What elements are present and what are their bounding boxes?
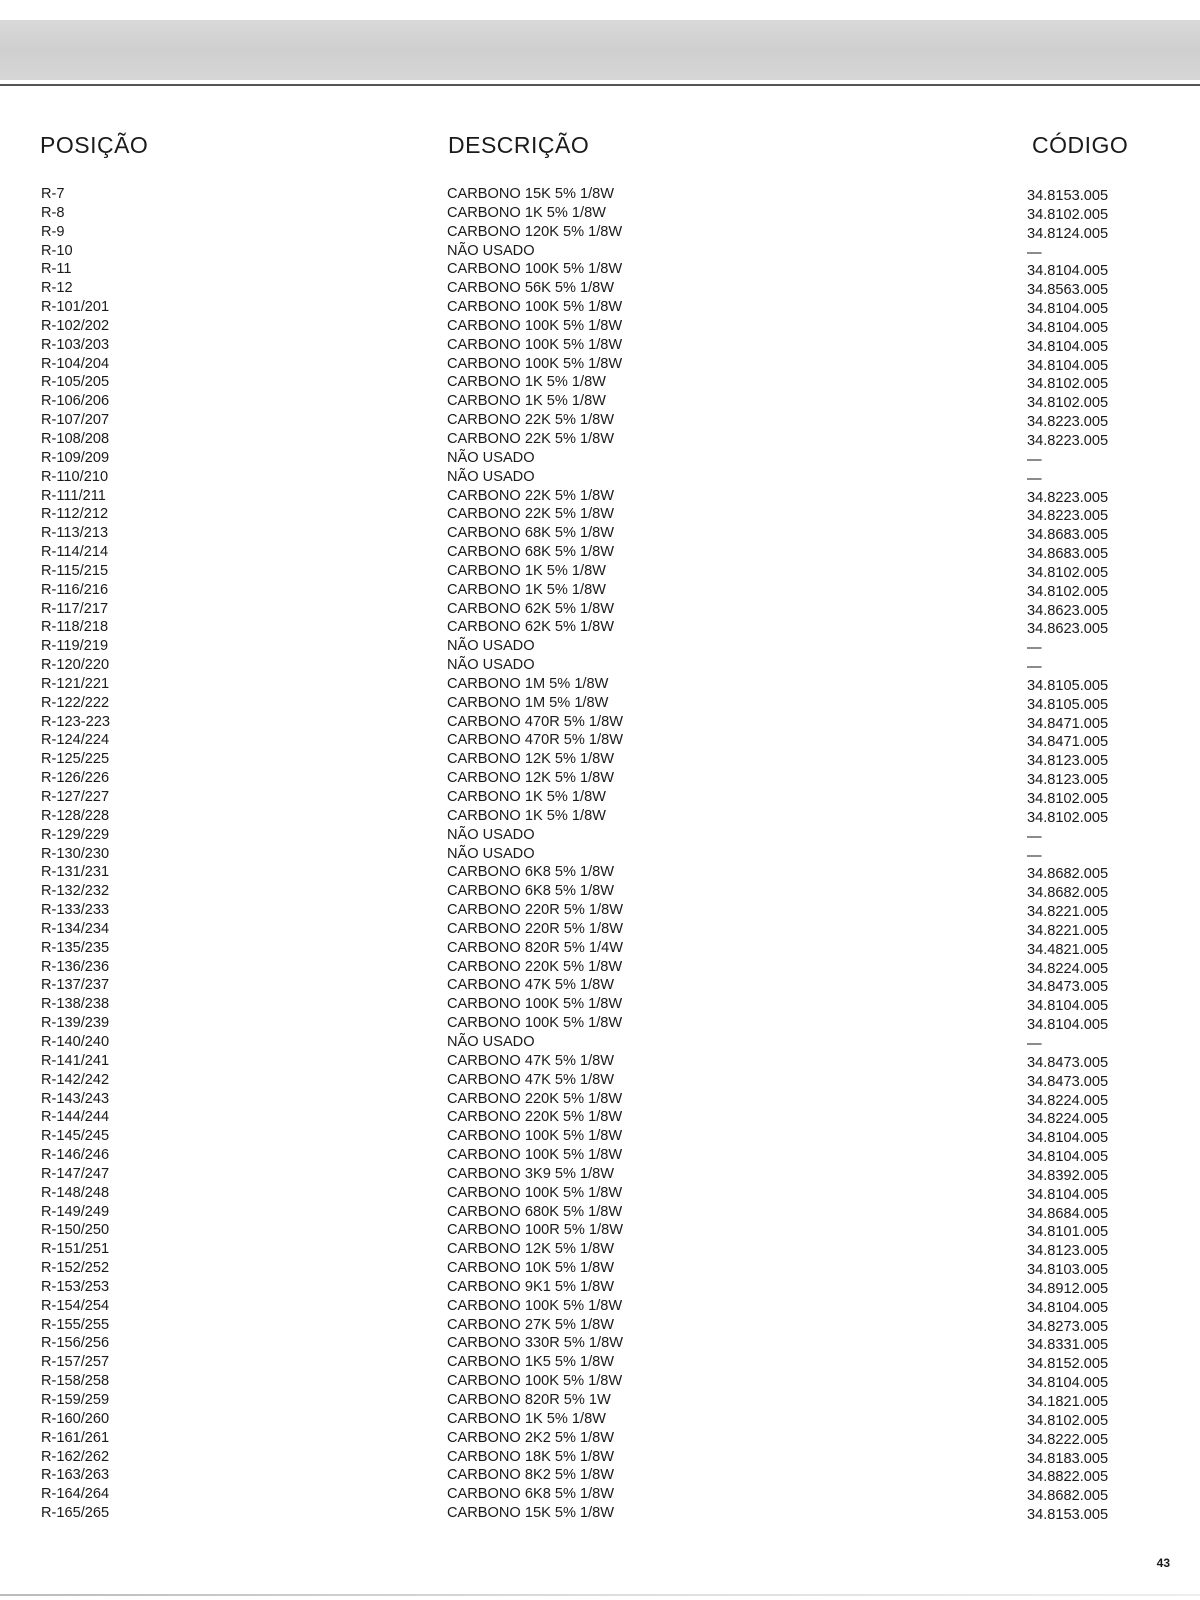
code-cell: 34.8105.005 [1027, 677, 1109, 694]
position-cell: R-143/243 [41, 1090, 110, 1107]
position-cell: R-10 [41, 242, 73, 259]
position-cell: R-124/224 [41, 732, 110, 749]
code-cell: 34.8392.005 [1027, 1167, 1109, 1184]
position-cell: R-139/239 [41, 1015, 110, 1032]
table-row [0, 976, 1200, 995]
code-cell: 34.8104.005 [1027, 1017, 1109, 1034]
position-cell: R-156/256 [41, 1335, 110, 1352]
position-cell: R-107/207 [41, 412, 110, 429]
position-cell: R-122/222 [41, 694, 110, 711]
description-cell: CARBONO 22K 5% 1/8W [447, 430, 615, 447]
description-cell: CARBONO 6K8 5% 1/8W [447, 864, 615, 881]
code-cell: 34.8682.005 [1027, 885, 1109, 902]
position-cell: R-133/233 [41, 902, 110, 919]
footer-rule [0, 1594, 1200, 1596]
description-cell: CARBONO 100K 5% 1/8W [447, 1297, 623, 1314]
position-cell: R-105/205 [41, 374, 110, 391]
description-cell: CARBONO 100K 5% 1/8W [447, 1373, 623, 1390]
position-cell: R-11 [41, 261, 72, 278]
table-row [0, 675, 1200, 694]
table-row [0, 1240, 1200, 1259]
code-cell: 34.8123.005 [1027, 772, 1109, 789]
table-row [0, 449, 1200, 468]
description-cell: NÃO USADO [447, 449, 535, 466]
code-cell: 34.8102.005 [1027, 564, 1109, 581]
table-row [0, 1297, 1200, 1316]
position-cell: R-141/241 [41, 1052, 110, 1069]
table-row [0, 581, 1200, 600]
code-cell: 34.8102.005 [1027, 395, 1109, 412]
table-row [0, 524, 1200, 543]
column-header-position: POSIÇÃO [40, 132, 149, 158]
column-header-description: DESCRIÇÃO [448, 132, 590, 158]
table-row [0, 1203, 1200, 1222]
position-cell: R-109/209 [41, 449, 110, 466]
code-cell: — [1027, 244, 1042, 261]
description-cell: CARBONO 220K 5% 1/8W [447, 1090, 623, 1107]
description-cell: CARBONO 47K 5% 1/8W [447, 1052, 615, 1069]
table-row [0, 901, 1200, 920]
table-row [0, 1033, 1200, 1052]
table-row [0, 1221, 1200, 1240]
table-row [0, 807, 1200, 826]
code-cell: 34.8104.005 [1027, 338, 1109, 355]
table-row [0, 1429, 1200, 1448]
position-cell: R-106/206 [41, 393, 110, 410]
code-cell: 34.8123.005 [1027, 1243, 1109, 1260]
code-cell: 34.8102.005 [1027, 206, 1109, 223]
code-cell: 34.8224.005 [1027, 960, 1109, 977]
description-cell: CARBONO 8K2 5% 1/8W [447, 1467, 615, 1484]
position-cell: R-151/251 [41, 1241, 110, 1258]
position-cell: R-159/259 [41, 1392, 110, 1408]
description-cell: CARBONO 220R 5% 1/8W [447, 920, 623, 937]
table-row [0, 1071, 1200, 1090]
description-cell: CARBONO 1M 5% 1/8W [447, 675, 609, 692]
table-row [0, 336, 1200, 355]
description-cell: CARBONO 1M 5% 1/8W [447, 694, 609, 711]
page-number: 43 [1156, 1556, 1170, 1570]
code-cell: — [1027, 640, 1042, 657]
table-row [0, 995, 1200, 1014]
code-cell: 34.8104.005 [1027, 301, 1109, 318]
table-row [0, 939, 1200, 958]
position-cell: R-163/263 [41, 1467, 110, 1484]
description-cell: CARBONO 15K 5% 1/8W [447, 186, 615, 202]
table-row [0, 1391, 1200, 1410]
description-cell: CARBONO 68K 5% 1/8W [447, 525, 615, 542]
table-row [0, 242, 1200, 261]
table-row [0, 920, 1200, 939]
table-row [0, 958, 1200, 977]
table-row [0, 863, 1200, 882]
position-cell: R-111/211 [41, 487, 106, 504]
table-row [0, 1146, 1200, 1165]
description-cell: CARBONO 62K 5% 1/8W [447, 600, 615, 617]
table-row [0, 505, 1200, 524]
table-row [0, 1316, 1200, 1335]
description-cell: CARBONO 680K 5% 1/8W [447, 1203, 623, 1220]
position-cell: R-9 [41, 223, 65, 240]
description-cell: CARBONO 9K1 5% 1/8W [447, 1278, 615, 1295]
code-cell: — [1027, 1035, 1042, 1052]
code-cell: 34.8104.005 [1027, 263, 1109, 280]
description-cell: CARBONO 100K 5% 1/8W [447, 1184, 623, 1201]
position-cell: R-150/250 [41, 1222, 110, 1239]
code-cell: 34.8152.005 [1027, 1356, 1109, 1373]
description-cell: CARBONO 1K 5% 1/8W [447, 393, 606, 410]
position-cell: R-134/234 [41, 920, 110, 937]
position-cell: R-103/203 [41, 336, 110, 353]
table-row [0, 1372, 1200, 1391]
description-cell: CARBONO 100R 5% 1/8W [447, 1222, 623, 1239]
description-cell: CARBONO 27K 5% 1/8W [447, 1316, 615, 1333]
table-row [0, 204, 1200, 223]
code-cell: 34.8682.005 [1027, 1488, 1109, 1505]
position-cell: R-119/219 [41, 638, 109, 655]
description-cell: CARBONO 100K 5% 1/8W [447, 317, 623, 334]
position-cell: R-161/261 [41, 1429, 110, 1446]
position-cell: R-145/245 [41, 1128, 110, 1145]
description-cell: CARBONO 47K 5% 1/8W [447, 1071, 615, 1088]
code-cell: 34.8331.005 [1027, 1337, 1109, 1354]
code-cell: 34.8684.005 [1027, 1205, 1109, 1222]
table-row [0, 543, 1200, 562]
description-cell: CARBONO 22K 5% 1/8W [447, 412, 615, 429]
code-cell: 34.8221.005 [1027, 922, 1109, 939]
header-band [0, 20, 1200, 80]
code-cell: 34.8222.005 [1027, 1431, 1109, 1448]
description-cell: CARBONO 1K 5% 1/8W [447, 374, 606, 391]
position-cell: R-144/244 [41, 1109, 110, 1126]
position-cell: R-164/264 [41, 1486, 110, 1503]
code-cell: 34.8104.005 [1027, 357, 1109, 374]
code-cell: 34.8473.005 [1027, 979, 1109, 996]
code-cell: 34.8102.005 [1027, 1412, 1109, 1429]
table-row [0, 882, 1200, 901]
code-cell: 34.8473.005 [1027, 1054, 1109, 1071]
code-cell: — [1027, 451, 1042, 468]
description-cell: NÃO USADO [447, 826, 535, 843]
description-cell: CARBONO 15K 5% 1/8W [447, 1505, 615, 1522]
table-row [0, 430, 1200, 449]
position-cell: R-131/231 [41, 864, 110, 881]
description-cell: CARBONO 1K 5% 1/8W [447, 562, 606, 579]
description-cell: CARBONO 220K 5% 1/8W [447, 958, 623, 975]
description-cell: CARBONO 100K 5% 1/8W [447, 299, 623, 316]
description-cell: CARBONO 12K 5% 1/8W [447, 751, 615, 768]
table-row [0, 694, 1200, 713]
table-row [0, 468, 1200, 487]
code-cell: — [1027, 828, 1042, 845]
position-cell: R-12 [41, 280, 73, 297]
position-cell: R-130/230 [41, 845, 110, 862]
code-cell: 34.8153.005 [1027, 188, 1109, 204]
table-row [0, 713, 1200, 732]
code-cell: 34.8104.005 [1027, 1186, 1109, 1203]
description-cell: CARBONO 12K 5% 1/8W [447, 1241, 615, 1258]
code-cell: 34.8123.005 [1027, 753, 1109, 770]
position-cell: R-116/216 [41, 581, 109, 598]
position-cell: R-158/258 [41, 1373, 110, 1390]
position-cell: R-102/202 [41, 317, 110, 334]
table-row [0, 845, 1200, 864]
position-cell: R-120/220 [41, 657, 110, 674]
position-cell: R-136/236 [41, 958, 110, 975]
position-cell: R-153/253 [41, 1278, 110, 1295]
position-cell: R-108/208 [41, 430, 110, 447]
description-cell: CARBONO 100K 5% 1/8W [447, 261, 623, 278]
description-cell: CARBONO 330R 5% 1/8W [447, 1335, 623, 1352]
code-cell: — [1027, 847, 1042, 864]
table-row [0, 260, 1200, 279]
description-cell: CARBONO 100K 5% 1/8W [447, 996, 623, 1013]
description-cell: CARBONO 100K 5% 1/8W [447, 1128, 623, 1145]
table-row [0, 656, 1200, 675]
code-cell: 34.8223.005 [1027, 489, 1109, 506]
position-cell: R-8 [41, 204, 65, 221]
position-cell: R-165/265 [41, 1505, 110, 1522]
code-cell: 34.8471.005 [1027, 715, 1109, 732]
position-cell: R-155/255 [41, 1316, 110, 1333]
position-cell: R-149/249 [41, 1203, 110, 1220]
code-cell: 34.8104.005 [1027, 1299, 1109, 1316]
description-cell: NÃO USADO [447, 242, 535, 259]
description-cell: CARBONO 10K 5% 1/8W [447, 1260, 615, 1277]
parts-table [0, 185, 1200, 1523]
position-cell: R-117/217 [41, 600, 109, 617]
description-cell: CARBONO 1K 5% 1/8W [447, 581, 606, 598]
table-row [0, 1014, 1200, 1033]
code-cell: 34.8103.005 [1027, 1262, 1109, 1279]
code-cell: 34.8104.005 [1027, 1375, 1109, 1392]
table-row [0, 1259, 1200, 1278]
table-row [0, 1466, 1200, 1485]
code-cell: 34.8471.005 [1027, 734, 1109, 751]
position-cell: R-118/218 [41, 619, 109, 636]
description-cell: CARBONO 100K 5% 1/8W [447, 336, 623, 353]
description-cell: CARBONO 6K8 5% 1/8W [447, 883, 615, 900]
code-cell: 34.4821.005 [1027, 941, 1109, 958]
table-row [0, 600, 1200, 619]
code-cell: 34.8102.005 [1027, 809, 1109, 826]
table-row [0, 411, 1200, 430]
code-cell: 34.8623.005 [1027, 602, 1109, 619]
description-cell: CARBONO 56K 5% 1/8W [447, 280, 615, 297]
position-cell: R-104/204 [41, 355, 110, 372]
position-cell: R-140/240 [41, 1033, 110, 1050]
code-cell: 34.8105.005 [1027, 696, 1109, 713]
code-cell: 34.8153.005 [1027, 1507, 1109, 1524]
description-cell: NÃO USADO [447, 1033, 535, 1050]
code-cell: — [1027, 470, 1042, 487]
position-cell: R-154/254 [41, 1297, 110, 1314]
description-cell: CARBONO 68K 5% 1/8W [447, 544, 615, 561]
position-cell: R-126/226 [41, 770, 110, 787]
table-row [0, 1165, 1200, 1184]
position-cell: R-129/229 [41, 826, 110, 843]
table-row [0, 392, 1200, 411]
position-cell: R-152/252 [41, 1260, 110, 1277]
code-cell: 34.8912.005 [1027, 1280, 1109, 1297]
description-cell: NÃO USADO [447, 845, 535, 862]
table-row [0, 788, 1200, 807]
position-cell: R-142/242 [41, 1071, 110, 1088]
code-cell: 34.8104.005 [1027, 1130, 1109, 1147]
table-row [0, 1353, 1200, 1372]
table-row [0, 355, 1200, 374]
code-cell: 34.8104.005 [1027, 1149, 1109, 1166]
position-cell: R-128/228 [41, 807, 110, 824]
position-cell: R-125/225 [41, 751, 110, 768]
table-row [0, 1448, 1200, 1467]
code-cell: 34.8124.005 [1027, 225, 1109, 242]
table-row [0, 185, 1200, 204]
table-row [0, 279, 1200, 298]
table-row [0, 1410, 1200, 1429]
code-cell: 34.8683.005 [1027, 546, 1109, 563]
table-row [0, 1108, 1200, 1127]
code-cell: 34.1821.005 [1027, 1394, 1109, 1410]
description-cell: CARBONO 47K 5% 1/8W [447, 977, 615, 994]
code-cell: 34.8102.005 [1027, 583, 1109, 600]
description-cell: CARBONO 1K 5% 1/8W [447, 1410, 606, 1427]
code-cell: 34.8822.005 [1027, 1469, 1109, 1486]
position-cell: R-160/260 [41, 1410, 110, 1427]
description-cell: CARBONO 820R 5% 1/4W [447, 939, 623, 956]
table-row [0, 1334, 1200, 1353]
code-cell: 34.8102.005 [1027, 791, 1109, 807]
description-cell: NÃO USADO [447, 638, 535, 655]
description-cell: CARBONO 220K 5% 1/8W [447, 1109, 623, 1126]
description-cell: CARBONO 22K 5% 1/8W [447, 506, 615, 523]
table-row [0, 298, 1200, 317]
position-cell: R-101/201 [41, 299, 110, 316]
position-cell: R-137/237 [41, 977, 110, 994]
table-row [0, 487, 1200, 506]
code-cell: 34.8223.005 [1027, 508, 1109, 525]
description-cell: CARBONO 12K 5% 1/8W [447, 770, 615, 787]
table-row [0, 618, 1200, 637]
position-cell: R-162/262 [41, 1448, 110, 1465]
position-cell: R-138/238 [41, 996, 110, 1013]
description-cell: CARBONO 1K 5% 1/8W [447, 807, 606, 824]
description-cell: CARBONO 100K 5% 1/8W [447, 1015, 623, 1032]
position-cell: R-7 [41, 186, 65, 202]
table-row [0, 731, 1200, 750]
table-row [0, 826, 1200, 845]
code-cell: 34.8623.005 [1027, 621, 1109, 638]
code-cell: — [1027, 659, 1042, 676]
description-cell: CARBONO 100K 5% 1/8W [447, 355, 623, 372]
code-cell: 34.8101.005 [1027, 1224, 1109, 1241]
description-cell: CARBONO 3K9 5% 1/8W [447, 1165, 615, 1182]
position-cell: R-113/213 [41, 525, 109, 542]
position-cell: R-127/227 [41, 789, 110, 805]
table-row [0, 769, 1200, 788]
description-cell: CARBONO 1K 5% 1/8W [447, 789, 606, 805]
code-cell: 34.8273.005 [1027, 1318, 1109, 1335]
description-cell: NÃO USADO [447, 468, 535, 485]
table-row [0, 637, 1200, 656]
description-cell: CARBONO 220R 5% 1/8W [447, 902, 623, 919]
position-cell: R-123-223 [41, 713, 110, 730]
header-rule [0, 84, 1200, 86]
code-cell: 34.8224.005 [1027, 1111, 1109, 1128]
code-cell: 34.8104.005 [1027, 998, 1109, 1015]
table-row [0, 1184, 1200, 1203]
table-row [0, 373, 1200, 392]
code-cell: 34.8183.005 [1027, 1450, 1109, 1467]
table-row [0, 1090, 1200, 1109]
table-row [0, 317, 1200, 336]
description-cell: CARBONO 18K 5% 1/8W [447, 1448, 615, 1465]
description-cell: CARBONO 6K8 5% 1/8W [447, 1486, 615, 1503]
code-cell: 34.8683.005 [1027, 527, 1109, 544]
description-cell: CARBONO 820R 5% 1W [447, 1392, 611, 1408]
description-cell: NÃO USADO [447, 657, 535, 674]
position-cell: R-146/246 [41, 1147, 110, 1164]
position-cell: R-157/257 [41, 1354, 110, 1371]
position-cell: R-110/210 [41, 468, 109, 485]
table-row [0, 1504, 1200, 1523]
code-cell: 34.8223.005 [1027, 432, 1109, 449]
position-cell: R-147/247 [41, 1165, 110, 1182]
table-row [0, 223, 1200, 242]
code-cell: 34.8224.005 [1027, 1092, 1109, 1109]
description-cell: CARBONO 1K 5% 1/8W [447, 204, 606, 221]
column-header-code: CÓDIGO [1032, 132, 1129, 158]
table-row [0, 562, 1200, 581]
table-row [0, 1485, 1200, 1504]
position-cell: R-132/232 [41, 883, 110, 900]
description-cell: CARBONO 470R 5% 1/8W [447, 713, 623, 730]
code-cell: 34.8682.005 [1027, 866, 1109, 883]
table-row [0, 1052, 1200, 1071]
description-cell: CARBONO 1K5 5% 1/8W [447, 1354, 615, 1371]
code-cell: 34.8563.005 [1027, 282, 1109, 299]
position-cell: R-121/221 [41, 675, 110, 692]
code-cell: 34.8102.005 [1027, 376, 1109, 393]
description-cell: CARBONO 2K2 5% 1/8W [447, 1429, 615, 1446]
code-cell: 34.8223.005 [1027, 414, 1109, 431]
description-cell: CARBONO 22K 5% 1/8W [447, 487, 615, 504]
description-cell: CARBONO 100K 5% 1/8W [447, 1147, 623, 1164]
position-cell: R-148/248 [41, 1184, 110, 1201]
position-cell: R-115/215 [41, 562, 109, 579]
code-cell: 34.8221.005 [1027, 904, 1109, 921]
position-cell: R-135/235 [41, 939, 110, 956]
table-row [0, 750, 1200, 769]
code-cell: 34.8473.005 [1027, 1073, 1109, 1090]
description-cell: CARBONO 470R 5% 1/8W [447, 732, 623, 749]
position-cell: R-112/212 [41, 506, 109, 523]
table-row [0, 1278, 1200, 1297]
position-cell: R-114/214 [41, 544, 109, 561]
description-cell: CARBONO 120K 5% 1/8W [447, 223, 623, 240]
description-cell: CARBONO 62K 5% 1/8W [447, 619, 615, 636]
code-cell: 34.8104.005 [1027, 319, 1109, 336]
table-row [0, 1127, 1200, 1146]
